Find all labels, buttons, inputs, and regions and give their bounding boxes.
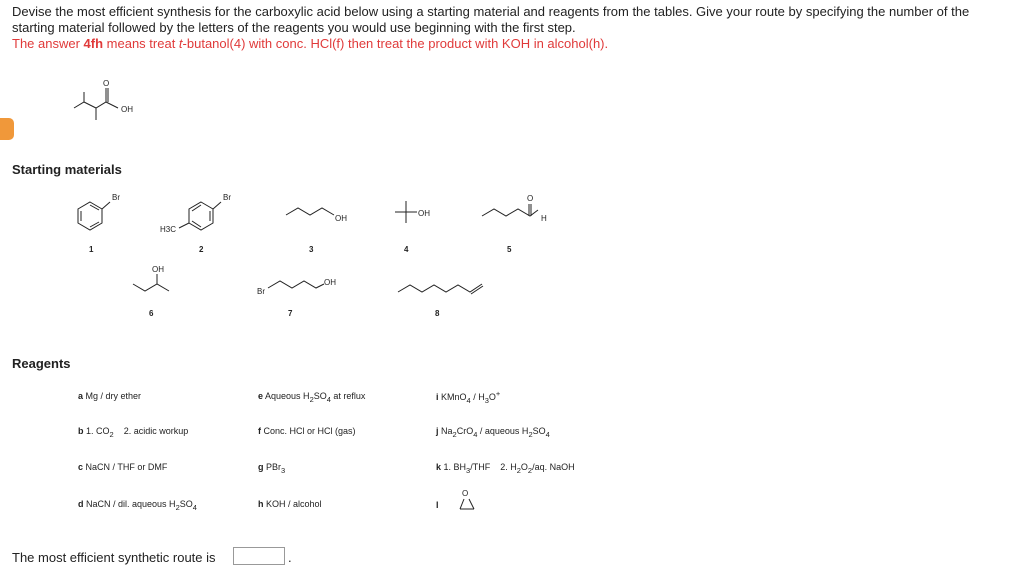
reagent-i[interactable]: i KMnO$_4$ / $H_3O^+$ (436, 389, 501, 405)
reagents-heading: Reagents (12, 356, 71, 371)
svg-text:H: H (541, 214, 547, 223)
compound-5[interactable] (478, 190, 558, 260)
svg-text:O: O (462, 489, 469, 498)
compound-number: 5 (507, 245, 512, 254)
reagent-d[interactable]: d NaCN / dil. aqueous $H_2SO_4$ (78, 499, 197, 512)
target-molecule (60, 78, 160, 128)
compound-2[interactable] (155, 190, 240, 260)
reagent-g[interactable]: g PBr$_3$ (258, 462, 286, 475)
reagent-a[interactable]: a Mg / dry ether (78, 391, 142, 401)
compound-number: 4 (404, 245, 409, 254)
answer-label: The most efficient synthetic route is (12, 550, 216, 565)
example-code: 4fh (83, 36, 104, 51)
svg-text:Br: Br (112, 193, 120, 202)
compound-number: 7 (288, 309, 293, 318)
compound-6[interactable] (125, 262, 185, 322)
compound-3[interactable] (280, 195, 360, 260)
reagent-k[interactable]: k 1. $BH_3$/THF 2. $H_2O_2/aq$. NaOH (436, 462, 575, 475)
svg-text:H3C: H3C (160, 225, 177, 234)
svg-text:OH: OH (418, 209, 430, 218)
compound-4[interactable] (392, 195, 452, 260)
reagent-b[interactable]: b 1. $CO_2$ 2. acidic workup (78, 426, 189, 439)
question-text: Devise the most efficient synthesis for the carboxylic acid below using a starting material and reagents from the tables. Give your route by specifying the number of the starting material followed by the letters of the reagents you would use beginning with the first step. (12, 4, 970, 35)
svg-text:Br: Br (223, 193, 231, 202)
target-o-atom: O (103, 79, 110, 88)
reagent-e[interactable]: e Aqueous $H_2SO_4$ at reflux (258, 391, 366, 404)
reagent-c[interactable]: c NaCN / THF or DMF (78, 462, 168, 472)
svg-text:OH: OH (324, 278, 336, 287)
compound-7[interactable] (254, 272, 344, 322)
answer-period: . (288, 550, 292, 565)
reagent-l[interactable]: l (436, 500, 439, 510)
answer-input[interactable] (233, 547, 285, 565)
compound-number: 2 (199, 245, 204, 254)
starting-materials-heading: Starting materials (12, 162, 122, 177)
compound-number: 6 (149, 309, 154, 318)
svg-text:O: O (527, 194, 534, 203)
epoxide-structure (452, 488, 482, 514)
reagent-f[interactable]: f Conc. HCl or HCl (gas) (258, 426, 356, 436)
compound-8[interactable] (392, 272, 492, 322)
compound-number: 8 (435, 309, 440, 318)
target-oh-label: OH (121, 105, 133, 114)
example-note: The answer 4fh means treat t-butanol(4) with conc. HCl(f) then treat the product with KOH in alcohol(h). (12, 36, 609, 51)
compound-1[interactable] (70, 190, 120, 260)
reagent-h[interactable]: h KOH / alcohol (258, 499, 322, 509)
svg-text:OH: OH (152, 265, 164, 274)
svg-text:OH: OH (335, 214, 347, 223)
side-tab-handle[interactable] (0, 118, 14, 140)
compound-number: 1 (89, 245, 94, 254)
reagent-j[interactable]: j $Na_2CrO_4$ / aqueous $H_2SO_4$ (436, 426, 550, 439)
svg-text:Br: Br (257, 287, 265, 296)
compound-number: 3 (309, 245, 314, 254)
